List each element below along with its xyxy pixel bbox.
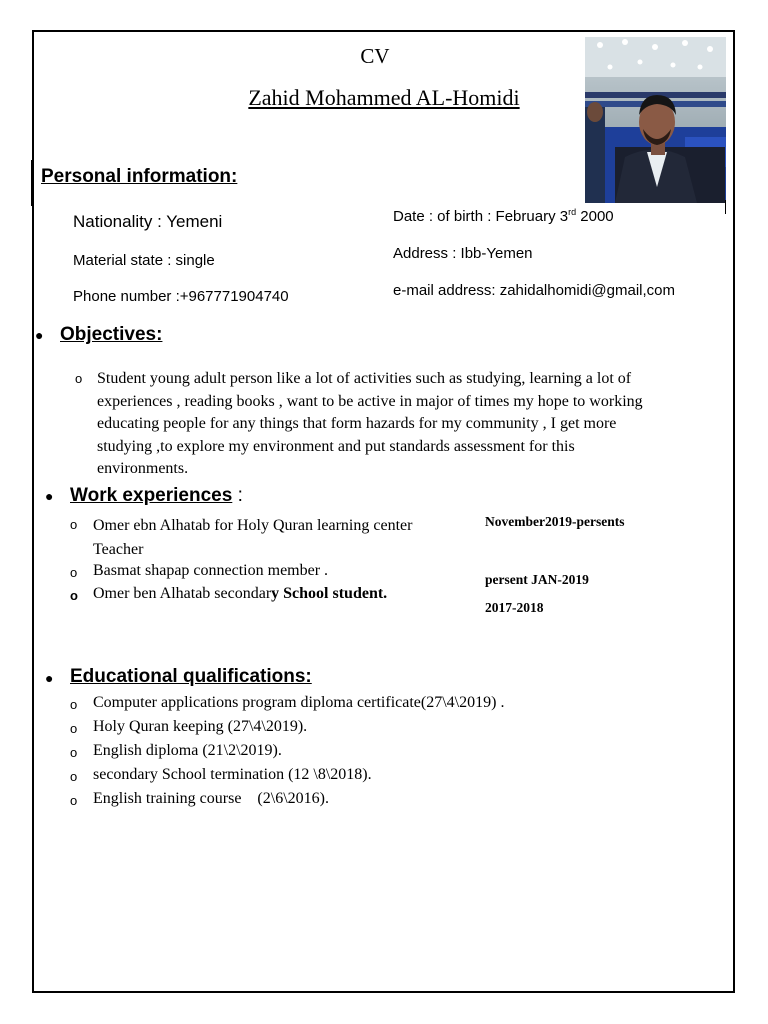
objectives-heading: Objectives: — [60, 324, 163, 345]
sub-bullet-icon: o — [70, 697, 78, 712]
person-name: Zahid Mohammed AL-Homidi — [248, 85, 520, 110]
work-date: persent JAN-2019 — [485, 572, 589, 587]
education-item: English training course (2\6\2016). — [93, 790, 329, 807]
sub-bullet-icon: o — [75, 371, 83, 386]
personal-info-heading: Personal information: — [41, 166, 238, 187]
sub-bullet-icon: o — [70, 769, 78, 784]
sub-bullet-icon: o — [70, 565, 78, 580]
photo-border-line — [725, 200, 726, 214]
dob-text: Date : of birth : February 3 — [393, 208, 569, 225]
dob-year: 2000 — [576, 208, 614, 225]
work-date: 2017-2018 — [485, 600, 544, 615]
sub-bullet-icon: o — [70, 721, 78, 736]
education-heading: Educational qualifications: — [70, 666, 312, 687]
work-heading-text: Work experiences — [70, 485, 233, 506]
bullet-icon: ● — [45, 670, 54, 686]
education-item: English diploma (21\2\2019). — [93, 742, 282, 759]
work-item: Basmat shapap connection member . — [93, 562, 329, 579]
work-date: November2019-persents — [485, 514, 625, 529]
work-heading — [70, 485, 243, 507]
work-heading-colon: : — [232, 485, 243, 506]
nationality: Nationality : Yemeni — [73, 212, 223, 231]
objectives-line: studying ,to explore my environment and put standards assessment for this — [97, 437, 575, 455]
work-item — [93, 514, 412, 562]
sub-bullet-icon: o — [70, 517, 78, 532]
work-item-role: Teacher — [93, 541, 144, 558]
work-item-bold-text: y School student. — [271, 585, 388, 602]
date-of-birth — [393, 208, 614, 225]
material-state: Material state : single — [73, 252, 215, 269]
profile-photo — [585, 37, 726, 203]
dob-ordinal: rd — [568, 207, 577, 217]
bullet-icon: ● — [35, 327, 44, 343]
work-item — [93, 585, 387, 603]
email-address: e-mail address: zahidalhomidi@gmail,com — [393, 282, 676, 299]
sub-bullet-icon: o — [70, 745, 78, 760]
objectives-line: experiences , reading books , want to be active in major of times my hope to working — [97, 392, 643, 410]
education-item: Holy Quran keeping (27\4\2019). — [93, 718, 308, 735]
objectives-line: environments. — [97, 460, 189, 477]
sub-bullet-icon: o — [70, 793, 78, 808]
address: Address : Ibb-Yemen — [393, 245, 533, 262]
section-bar — [31, 160, 33, 206]
objectives-line: Student young adult person like a lot of activities such as studying, learning a lot of — [97, 370, 632, 387]
objectives-line: educating people for any things that form hazards for my community , I get more — [97, 415, 617, 432]
cv-title: CV — [360, 44, 390, 68]
bullet-icon: ● — [45, 488, 54, 504]
education-item: Computer applications program diploma certificate(27\4\2019) . — [93, 694, 505, 711]
objectives-text — [97, 368, 737, 481]
work-item-text: Omer ben Alhatab secondar — [93, 585, 272, 602]
phone-number: Phone number :+967771904740 — [73, 288, 289, 305]
work-item-title: Omer ebn Alhatab for Holy Quran learning center — [93, 517, 413, 534]
education-item: secondary School termination (12 \8\2018). — [93, 766, 372, 783]
sub-bullet-icon: o — [70, 588, 78, 603]
